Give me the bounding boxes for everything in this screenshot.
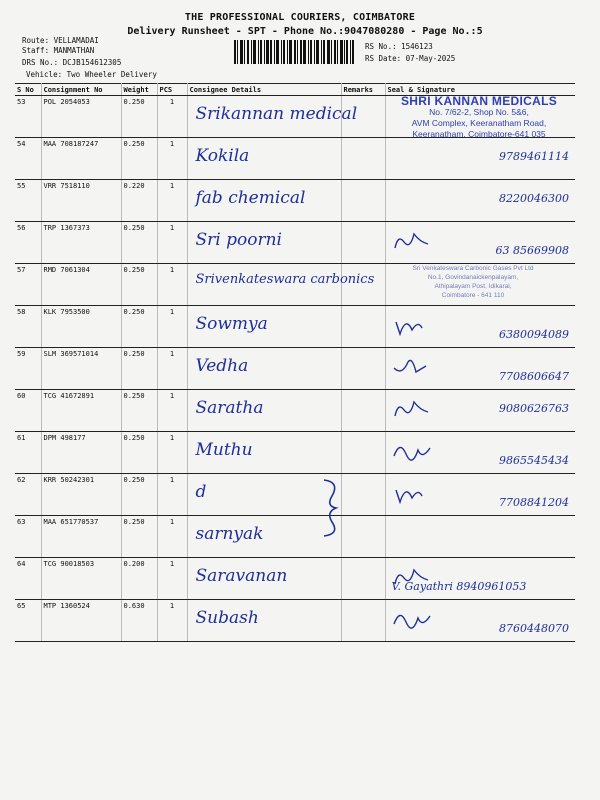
drs-number: DRS No.: DCJB154612305	[22, 58, 122, 67]
row-consignee-cell	[187, 96, 358, 138]
row-weight: 0.250	[121, 306, 157, 348]
row-pcs: 1	[157, 558, 187, 600]
row-seal-signature	[385, 432, 575, 474]
column-header-weight: Weight	[121, 84, 157, 96]
signature-phone-handwriting: 9080626763	[499, 402, 569, 415]
row-seal-signature	[385, 348, 575, 390]
signature-scrawl-icon	[392, 354, 452, 380]
table-body	[15, 96, 575, 642]
consignee-handwriting: Saravanan	[195, 566, 288, 586]
row-pcs: 1	[157, 390, 187, 432]
signature-scrawl-icon	[392, 606, 452, 632]
signature-phone-handwriting: 63 85669908	[495, 244, 569, 257]
row-sno: 54	[15, 138, 41, 180]
signature-phone-handwriting: 9789461114	[499, 150, 569, 163]
row-sno: 62	[15, 474, 41, 516]
row-weight: 0.250	[121, 264, 157, 306]
row-consignee-cell	[187, 264, 375, 306]
row-sno: 60	[15, 390, 41, 432]
row-consignee-cell	[187, 348, 341, 390]
signature-phone-handwriting: 7708841204	[499, 496, 569, 509]
consignee-handwriting: Sowmya	[195, 314, 268, 334]
row-pcs: 1	[157, 600, 187, 642]
consignee-handwriting: Subash	[195, 608, 259, 628]
row-weight: 0.250	[121, 96, 157, 138]
table-row	[15, 558, 575, 600]
row-seal-signature	[385, 390, 575, 432]
row-consignee-cell	[187, 432, 341, 474]
table-row	[15, 306, 575, 348]
row-pcs: 1	[157, 306, 187, 348]
consignee-handwriting: fab chemical	[195, 188, 306, 208]
row-weight: 0.630	[121, 600, 157, 642]
row-consignment-no: MTP 1360524	[41, 600, 121, 642]
consignee-handwriting: Srivenkateswara carbonics	[195, 272, 375, 287]
signature-phone-handwriting: 9865545434	[499, 454, 569, 467]
row-weight: 0.250	[121, 222, 157, 264]
vehicle-label: Vehicle: Two Wheeler Delivery	[26, 70, 157, 79]
row-remarks	[341, 348, 385, 390]
row-pcs: 1	[157, 96, 187, 138]
row-sno: 55	[15, 180, 41, 222]
rs-number: RS No.: 1546123	[365, 42, 433, 51]
row-pcs: 1	[157, 138, 187, 180]
venkateswara-carbonic-stamp	[378, 264, 568, 300]
row-consignment-no: RMD 7061304	[41, 264, 121, 306]
column-header-signature: Seal & Signature	[385, 84, 575, 96]
stamp-line: Coimbatore - 641 110	[441, 292, 505, 299]
row-consignee-cell	[187, 306, 341, 348]
signature-scrawl-icon	[392, 480, 452, 506]
signature-phone-handwriting: 7708606647	[499, 370, 569, 383]
row-sno: 56	[15, 222, 41, 264]
signature-phone-handwriting: 8220046300	[499, 192, 569, 205]
signature-phone-handwriting: 6380094089	[499, 328, 569, 341]
stamp-name: SHRI KANNAN MEDICALS	[401, 94, 557, 108]
row-pcs: 1	[157, 180, 187, 222]
row-seal-signature	[385, 138, 575, 180]
table-row	[15, 138, 575, 180]
table-row	[15, 600, 575, 642]
barcode-icon	[234, 40, 354, 64]
row-sno: 57	[15, 264, 41, 306]
row-consignment-no: KRR 50242301	[41, 474, 121, 516]
consignee-handwriting: Kokila	[195, 146, 250, 166]
table-row	[15, 222, 575, 264]
table-row	[15, 180, 575, 222]
row-weight: 0.250	[121, 474, 157, 516]
signature-scrawl-icon	[392, 396, 452, 422]
row-weight: 0.220	[121, 180, 157, 222]
signature-scrawl-icon	[392, 438, 452, 464]
row-seal-signature	[385, 474, 575, 516]
row-weight: 0.250	[121, 348, 157, 390]
row-seal-signature	[385, 558, 575, 600]
table-row	[15, 474, 575, 516]
signature-phone-handwriting: V. Gayathri 8940961053	[391, 580, 527, 593]
row-seal-signature	[385, 306, 575, 348]
stamp-line: AVM Complex, Keeranatham Road,	[411, 118, 547, 128]
row-sno: 53	[15, 96, 41, 138]
row-sno: 65	[15, 600, 41, 642]
stamp-line: No.1, Govindanaickenpalayam,	[427, 274, 519, 281]
row-consignment-no: MAA 651770537	[41, 516, 121, 558]
column-header-pcs: PCS	[157, 84, 187, 96]
row-remarks	[341, 600, 385, 642]
column-header-remarks: Remarks	[341, 84, 385, 96]
row-consignment-no: SLM 369571014	[41, 348, 121, 390]
row-seal-signature	[385, 180, 575, 222]
row-pcs: 1	[157, 222, 187, 264]
row-remarks	[341, 138, 385, 180]
row-remarks	[341, 558, 385, 600]
table-row	[15, 390, 575, 432]
row-consignee-cell	[187, 222, 341, 264]
signature-scrawl-icon	[392, 312, 452, 338]
consignee-handwriting: d	[195, 482, 207, 502]
row-sno: 64	[15, 558, 41, 600]
row-consignment-no: KLK 7953500	[41, 306, 121, 348]
row-consignment-no: VRR 7518110	[41, 180, 121, 222]
company-title: THE PROFESSIONAL COURIERS, COIMBATORE	[184, 12, 416, 23]
row-remarks	[341, 306, 385, 348]
stamp-line: No. 7/62-2, Shop No. 5&6,	[429, 107, 529, 117]
consignee-handwriting: Vedha	[195, 356, 249, 376]
row-seal-signature	[385, 516, 575, 558]
stamp-line: Sri Venkateswara Carbonic Gases Pvt Ltd	[412, 265, 534, 272]
row-consignment-no: TCG 90018503	[41, 558, 121, 600]
stamp-line: Keeranatham, Coimbatore-641 035	[412, 129, 546, 139]
row-sno: 63	[15, 516, 41, 558]
row-consignee-cell	[187, 180, 341, 222]
row-remarks	[341, 390, 385, 432]
column-header-sno: S No	[15, 84, 41, 96]
row-consignment-no: MAA 708187247	[41, 138, 121, 180]
row-consignee-cell	[187, 600, 341, 642]
row-sno: 58	[15, 306, 41, 348]
row-pcs: 1	[157, 264, 187, 306]
row-seal-signature	[385, 600, 575, 642]
column-header-consignee: Consignee Details	[187, 84, 341, 96]
table-row	[15, 432, 575, 474]
row-weight: 0.250	[121, 390, 157, 432]
consignee-handwriting: Muthu	[195, 440, 253, 460]
row-pcs: 1	[157, 348, 187, 390]
consignee-handwriting: Saratha	[195, 398, 264, 418]
row-remarks	[341, 222, 385, 264]
row-seal-signature	[385, 222, 575, 264]
consignee-handwriting: Srikannan medical	[195, 104, 358, 124]
consignee-handwriting: Sri poorni	[195, 230, 282, 250]
stamp-line: Athipalayam Post, Idikarai,	[434, 283, 512, 290]
row-weight: 0.250	[121, 432, 157, 474]
row-pcs: 1	[157, 474, 187, 516]
route-label: Route: VELLAMADAI	[22, 36, 99, 45]
row-consignment-no: TCG 41672891	[41, 390, 121, 432]
consignee-handwriting: sarnyak	[195, 524, 264, 544]
row-weight: 0.250	[121, 138, 157, 180]
row-remarks	[341, 180, 385, 222]
row-sno: 59	[15, 348, 41, 390]
column-header-consignment: Consignment No	[41, 84, 121, 96]
row-remarks	[341, 432, 385, 474]
row-consignee-cell	[187, 138, 341, 180]
shri-kannan-medicals-stamp	[384, 96, 574, 140]
signature-scrawl-icon	[392, 228, 452, 254]
table-row	[15, 516, 575, 558]
runsheet-subtitle: Delivery Runsheet - SPT - Phone No.:9047080280 - Page No.:5	[127, 26, 483, 37]
row-consignee-cell	[187, 558, 341, 600]
row-consignment-no: DPM 498177	[41, 432, 121, 474]
row-consignee-cell	[187, 390, 341, 432]
row-weight: 0.250	[121, 516, 157, 558]
row-pcs: 1	[157, 516, 187, 558]
row-pcs: 1	[157, 432, 187, 474]
handwritten-bracket-icon	[318, 478, 348, 538]
staff-label: Staff: MANMATHAN	[22, 46, 95, 55]
row-consignment-no: POL 2054053	[41, 96, 121, 138]
table-row	[15, 348, 575, 390]
rs-date: RS Date: 07-May-2025	[365, 54, 456, 63]
row-consignment-no: TRP 1367373	[41, 222, 121, 264]
runsheet-table	[15, 83, 575, 642]
row-sno: 61	[15, 432, 41, 474]
row-weight: 0.200	[121, 558, 157, 600]
signature-phone-handwriting: 8760448070	[499, 622, 569, 635]
